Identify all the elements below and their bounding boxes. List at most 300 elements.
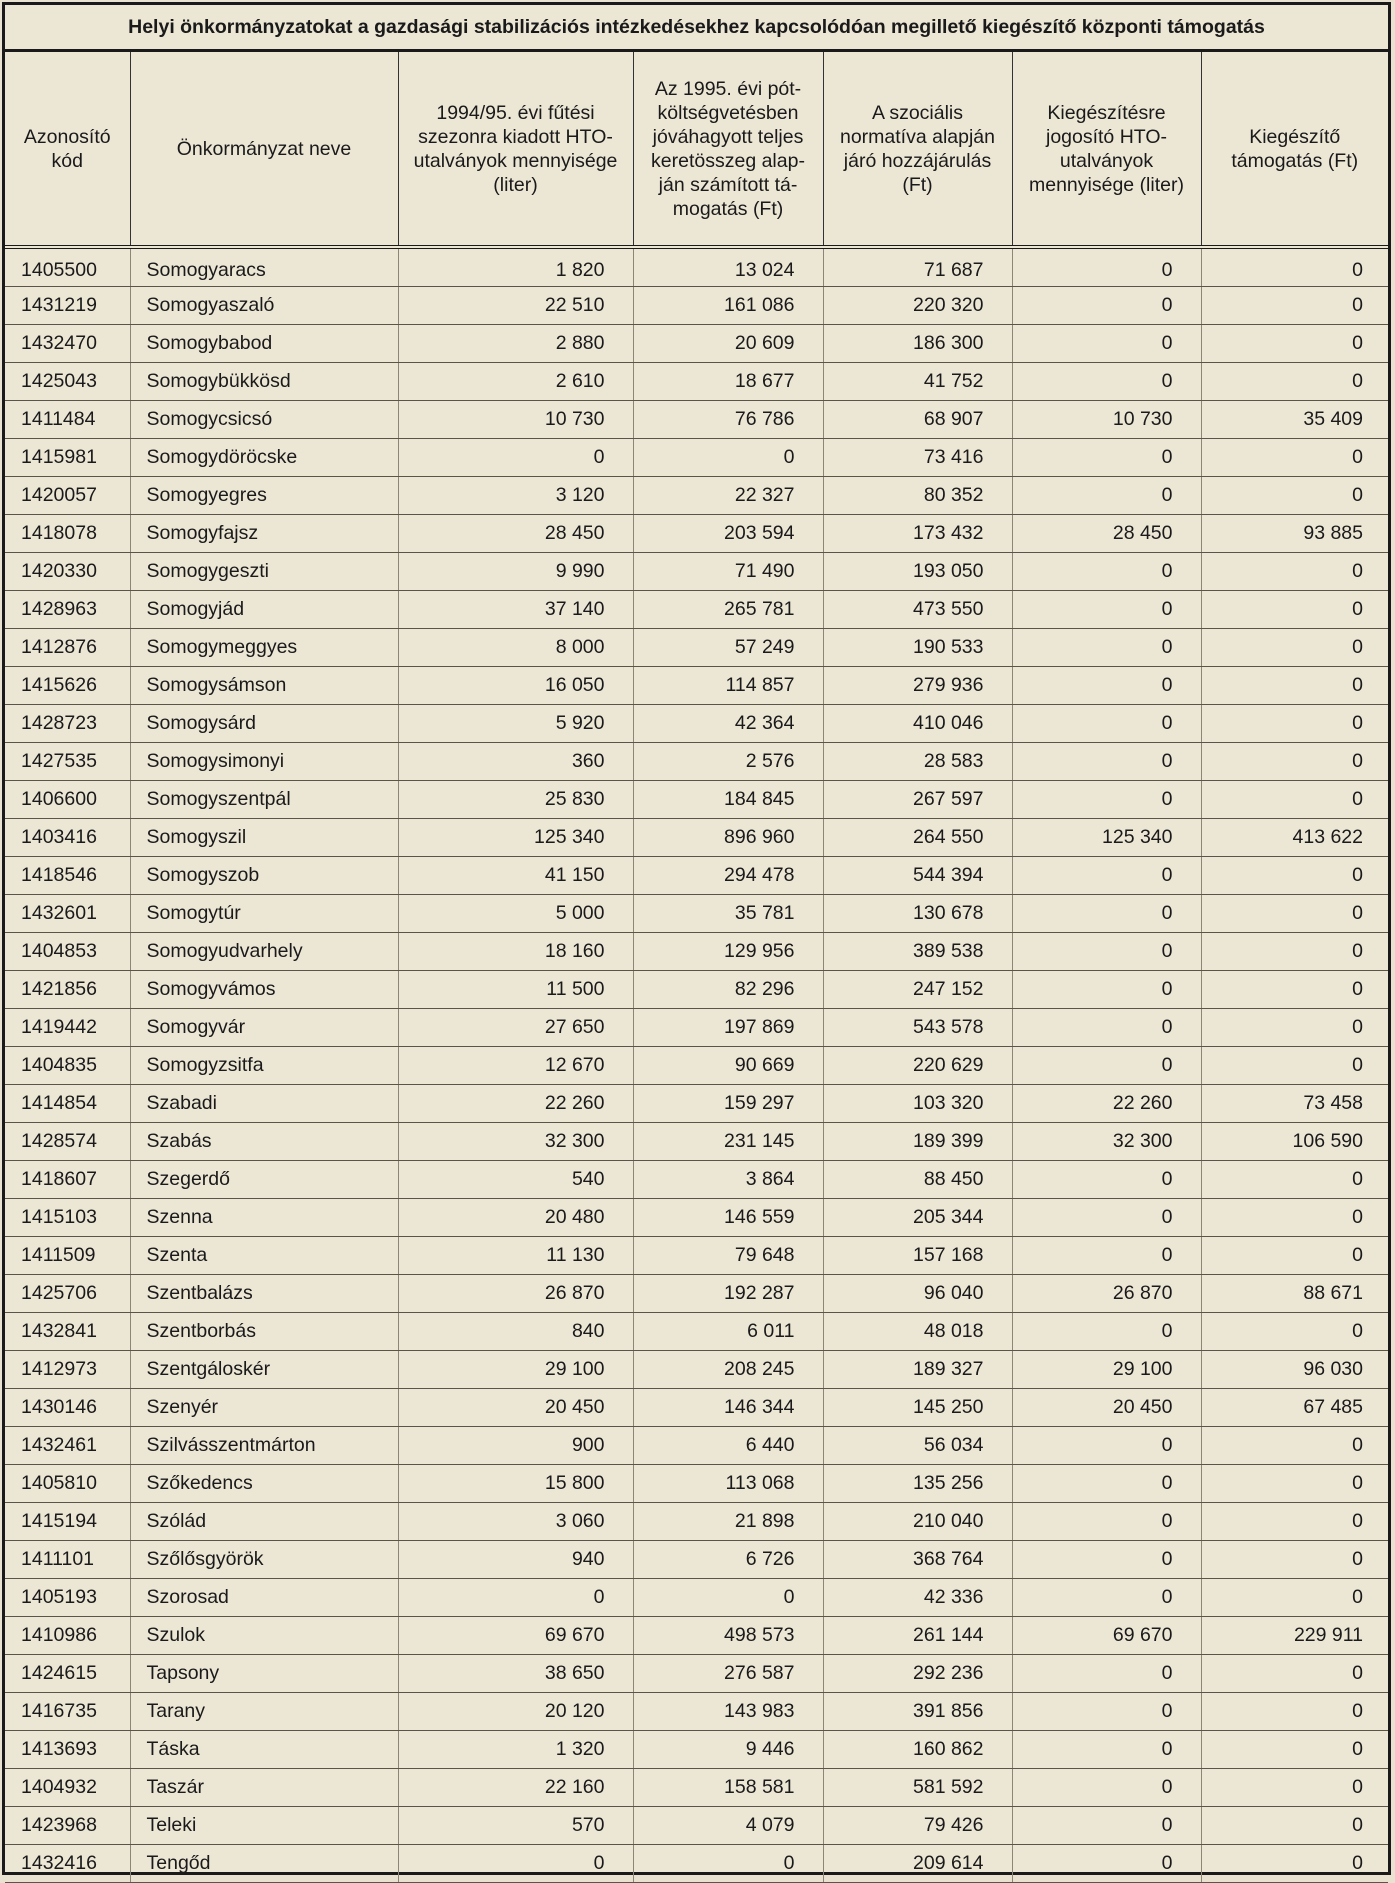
eligible-hto-cell: 0 bbox=[1012, 1465, 1201, 1503]
table-row bbox=[5, 1617, 1388, 1655]
eligible-hto-cell: 22 260 bbox=[1012, 1085, 1201, 1123]
eligible-hto-cell: 125 340 bbox=[1012, 819, 1201, 857]
supplementary-support-cell: 0 bbox=[1201, 895, 1388, 933]
social-normative-cell: 68 907 bbox=[823, 401, 1012, 439]
name-cell: Szentbalázs bbox=[130, 1275, 398, 1313]
table-row bbox=[5, 1807, 1388, 1845]
social-normative-cell: 80 352 bbox=[823, 477, 1012, 515]
table-row bbox=[5, 1237, 1388, 1275]
hto-issued-cell: 2 610 bbox=[398, 363, 633, 401]
name-cell: Tengőd bbox=[130, 1845, 398, 1883]
hto-issued-cell: 1 320 bbox=[398, 1731, 633, 1769]
hto-issued-cell: 1 820 bbox=[398, 247, 633, 287]
hto-issued-cell: 570 bbox=[398, 1807, 633, 1845]
eligible-hto-cell: 0 bbox=[1012, 591, 1201, 629]
budget-support-cell: 114 857 bbox=[633, 667, 823, 705]
name-cell: Somogyegres bbox=[130, 477, 398, 515]
budget-support-cell: 294 478 bbox=[633, 857, 823, 895]
eligible-hto-cell: 0 bbox=[1012, 247, 1201, 287]
budget-support-cell: 90 669 bbox=[633, 1047, 823, 1085]
budget-support-cell: 0 bbox=[633, 1845, 823, 1883]
social-normative-cell: 186 300 bbox=[823, 325, 1012, 363]
table-row bbox=[5, 1009, 1388, 1047]
supplementary-support-cell: 0 bbox=[1201, 1655, 1388, 1693]
eligible-hto-cell: 0 bbox=[1012, 1769, 1201, 1807]
name-cell: Szenyér bbox=[130, 1389, 398, 1427]
social-normative-cell: 73 416 bbox=[823, 439, 1012, 477]
supplementary-support-cell: 0 bbox=[1201, 1845, 1388, 1883]
name-cell: Somogyjád bbox=[130, 591, 398, 629]
code-cell: 1432470 bbox=[5, 325, 130, 363]
table-row bbox=[5, 477, 1388, 515]
hto-issued-cell: 29 100 bbox=[398, 1351, 633, 1389]
eligible-hto-cell: 0 bbox=[1012, 1009, 1201, 1047]
hto-issued-cell: 360 bbox=[398, 743, 633, 781]
supplementary-support-cell: 0 bbox=[1201, 1731, 1388, 1769]
supplementary-support-cell: 0 bbox=[1201, 781, 1388, 819]
eligible-hto-cell: 10 730 bbox=[1012, 401, 1201, 439]
code-cell: 1415626 bbox=[5, 667, 130, 705]
name-cell: Somogydöröcske bbox=[130, 439, 398, 477]
name-cell: Somogyzsitfa bbox=[130, 1047, 398, 1085]
header-row bbox=[5, 52, 1388, 247]
social-normative-cell: 210 040 bbox=[823, 1503, 1012, 1541]
hto-issued-cell: 15 800 bbox=[398, 1465, 633, 1503]
eligible-hto-cell: 0 bbox=[1012, 743, 1201, 781]
name-cell: Somogyszob bbox=[130, 857, 398, 895]
supplementary-support-cell: 0 bbox=[1201, 743, 1388, 781]
hto-issued-cell: 9 990 bbox=[398, 553, 633, 591]
budget-support-cell: 82 296 bbox=[633, 971, 823, 1009]
eligible-hto-cell: 32 300 bbox=[1012, 1123, 1201, 1161]
hto-issued-cell: 11 130 bbox=[398, 1237, 633, 1275]
supplementary-support-cell: 0 bbox=[1201, 1199, 1388, 1237]
table-row bbox=[5, 1161, 1388, 1199]
hto-issued-cell: 26 870 bbox=[398, 1275, 633, 1313]
table-row bbox=[5, 1085, 1388, 1123]
hto-issued-cell: 0 bbox=[398, 1845, 633, 1883]
budget-support-cell: 0 bbox=[633, 439, 823, 477]
budget-support-cell: 79 648 bbox=[633, 1237, 823, 1275]
hto-issued-cell: 32 300 bbox=[398, 1123, 633, 1161]
hto-issued-cell: 125 340 bbox=[398, 819, 633, 857]
eligible-hto-cell: 0 bbox=[1012, 1161, 1201, 1199]
budget-support-cell: 42 364 bbox=[633, 705, 823, 743]
table-row bbox=[5, 1199, 1388, 1237]
eligible-hto-cell: 0 bbox=[1012, 1731, 1201, 1769]
code-cell: 1423968 bbox=[5, 1807, 130, 1845]
budget-support-cell: 71 490 bbox=[633, 553, 823, 591]
code-cell: 1411509 bbox=[5, 1237, 130, 1275]
supplementary-support-cell: 93 885 bbox=[1201, 515, 1388, 553]
table-body bbox=[5, 247, 1388, 1883]
table-row bbox=[5, 895, 1388, 933]
social-normative-cell: 261 144 bbox=[823, 1617, 1012, 1655]
eligible-hto-cell: 0 bbox=[1012, 1845, 1201, 1883]
code-cell: 1420057 bbox=[5, 477, 130, 515]
code-cell: 1428723 bbox=[5, 705, 130, 743]
name-cell: Szólád bbox=[130, 1503, 398, 1541]
social-normative-cell: 543 578 bbox=[823, 1009, 1012, 1047]
social-normative-cell: 103 320 bbox=[823, 1085, 1012, 1123]
name-cell: Somogytúr bbox=[130, 895, 398, 933]
name-cell: Somogyudvarhely bbox=[130, 933, 398, 971]
column-header-social-normative: A szociális normatíva alapján járó hozzájárulás (Ft) bbox=[823, 52, 1012, 247]
social-normative-cell: 56 034 bbox=[823, 1427, 1012, 1465]
code-cell: 1419442 bbox=[5, 1009, 130, 1047]
eligible-hto-cell: 0 bbox=[1012, 1693, 1201, 1731]
supplementary-support-cell: 0 bbox=[1201, 857, 1388, 895]
hto-issued-cell: 11 500 bbox=[398, 971, 633, 1009]
social-normative-cell: 28 583 bbox=[823, 743, 1012, 781]
name-cell: Somogyszil bbox=[130, 819, 398, 857]
budget-support-cell: 21 898 bbox=[633, 1503, 823, 1541]
supplementary-support-cell: 0 bbox=[1201, 247, 1388, 287]
name-cell: Somogysámson bbox=[130, 667, 398, 705]
table-header bbox=[5, 52, 1388, 247]
eligible-hto-cell: 0 bbox=[1012, 439, 1201, 477]
eligible-hto-cell: 69 670 bbox=[1012, 1617, 1201, 1655]
hto-issued-cell: 20 120 bbox=[398, 1693, 633, 1731]
budget-support-cell: 192 287 bbox=[633, 1275, 823, 1313]
name-cell: Somogysimonyi bbox=[130, 743, 398, 781]
eligible-hto-cell: 0 bbox=[1012, 781, 1201, 819]
budget-support-cell: 159 297 bbox=[633, 1085, 823, 1123]
eligible-hto-cell: 0 bbox=[1012, 363, 1201, 401]
social-normative-cell: 42 336 bbox=[823, 1579, 1012, 1617]
social-normative-cell: 48 018 bbox=[823, 1313, 1012, 1351]
table-row bbox=[5, 439, 1388, 477]
supplementary-support-cell: 0 bbox=[1201, 1579, 1388, 1617]
eligible-hto-cell: 0 bbox=[1012, 287, 1201, 325]
name-cell: Somogysárd bbox=[130, 705, 398, 743]
hto-issued-cell: 3 120 bbox=[398, 477, 633, 515]
code-cell: 1425043 bbox=[5, 363, 130, 401]
code-cell: 1415103 bbox=[5, 1199, 130, 1237]
table-row bbox=[5, 1427, 1388, 1465]
supplementary-support-cell: 0 bbox=[1201, 477, 1388, 515]
table-row bbox=[5, 401, 1388, 439]
table-row bbox=[5, 325, 1388, 363]
code-cell: 1421856 bbox=[5, 971, 130, 1009]
hto-issued-cell: 20 480 bbox=[398, 1199, 633, 1237]
code-cell: 1432416 bbox=[5, 1845, 130, 1883]
social-normative-cell: 220 629 bbox=[823, 1047, 1012, 1085]
supplementary-support-cell: 0 bbox=[1201, 1009, 1388, 1047]
code-cell: 1405193 bbox=[5, 1579, 130, 1617]
hto-issued-cell: 37 140 bbox=[398, 591, 633, 629]
name-cell: Tarany bbox=[130, 1693, 398, 1731]
name-cell: Somogyfajsz bbox=[130, 515, 398, 553]
supplementary-support-cell: 35 409 bbox=[1201, 401, 1388, 439]
table-row bbox=[5, 1047, 1388, 1085]
social-normative-cell: 71 687 bbox=[823, 247, 1012, 287]
social-normative-cell: 410 046 bbox=[823, 705, 1012, 743]
social-normative-cell: 88 450 bbox=[823, 1161, 1012, 1199]
table-row bbox=[5, 1465, 1388, 1503]
hto-issued-cell: 18 160 bbox=[398, 933, 633, 971]
code-cell: 1428963 bbox=[5, 591, 130, 629]
code-cell: 1410986 bbox=[5, 1617, 130, 1655]
table-row bbox=[5, 629, 1388, 667]
code-cell: 1415981 bbox=[5, 439, 130, 477]
eligible-hto-cell: 26 870 bbox=[1012, 1275, 1201, 1313]
hto-issued-cell: 840 bbox=[398, 1313, 633, 1351]
social-normative-cell: 264 550 bbox=[823, 819, 1012, 857]
supplementary-support-cell: 96 030 bbox=[1201, 1351, 1388, 1389]
name-cell: Somogybükkösd bbox=[130, 363, 398, 401]
name-cell: Szentborbás bbox=[130, 1313, 398, 1351]
social-normative-cell: 96 040 bbox=[823, 1275, 1012, 1313]
hto-issued-cell: 69 670 bbox=[398, 1617, 633, 1655]
code-cell: 1416735 bbox=[5, 1693, 130, 1731]
column-header-eligible-hto: Kiegészítésre jogosító HTO-utalványok mennyisége (liter) bbox=[1012, 52, 1201, 247]
code-cell: 1432601 bbox=[5, 895, 130, 933]
budget-support-cell: 231 145 bbox=[633, 1123, 823, 1161]
supplementary-support-cell: 0 bbox=[1201, 629, 1388, 667]
budget-support-cell: 208 245 bbox=[633, 1351, 823, 1389]
social-normative-cell: 205 344 bbox=[823, 1199, 1012, 1237]
hto-issued-cell: 22 510 bbox=[398, 287, 633, 325]
budget-support-cell: 6 440 bbox=[633, 1427, 823, 1465]
budget-support-cell: 9 446 bbox=[633, 1731, 823, 1769]
eligible-hto-cell: 0 bbox=[1012, 1199, 1201, 1237]
social-normative-cell: 190 533 bbox=[823, 629, 1012, 667]
social-normative-cell: 544 394 bbox=[823, 857, 1012, 895]
supplementary-support-cell: 0 bbox=[1201, 1769, 1388, 1807]
eligible-hto-cell: 0 bbox=[1012, 933, 1201, 971]
hto-issued-cell: 10 730 bbox=[398, 401, 633, 439]
eligible-hto-cell: 20 450 bbox=[1012, 1389, 1201, 1427]
budget-support-cell: 896 960 bbox=[633, 819, 823, 857]
code-cell: 1411484 bbox=[5, 401, 130, 439]
name-cell: Somogygeszti bbox=[130, 553, 398, 591]
table-row bbox=[5, 819, 1388, 857]
hto-issued-cell: 20 450 bbox=[398, 1389, 633, 1427]
social-normative-cell: 368 764 bbox=[823, 1541, 1012, 1579]
social-normative-cell: 473 550 bbox=[823, 591, 1012, 629]
supplementary-support-cell: 0 bbox=[1201, 1541, 1388, 1579]
code-cell: 1432841 bbox=[5, 1313, 130, 1351]
social-normative-cell: 145 250 bbox=[823, 1389, 1012, 1427]
table-row bbox=[5, 1579, 1388, 1617]
column-header-supplementary-support: Kiegészítő támogatás (Ft) bbox=[1201, 52, 1388, 247]
table-row bbox=[5, 1503, 1388, 1541]
hto-issued-cell: 38 650 bbox=[398, 1655, 633, 1693]
table-row bbox=[5, 553, 1388, 591]
name-cell: Somogyaszaló bbox=[130, 287, 398, 325]
eligible-hto-cell: 0 bbox=[1012, 971, 1201, 1009]
code-cell: 1420330 bbox=[5, 553, 130, 591]
hto-issued-cell: 12 670 bbox=[398, 1047, 633, 1085]
supplementary-support-cell: 67 485 bbox=[1201, 1389, 1388, 1427]
supplementary-support-cell: 0 bbox=[1201, 1465, 1388, 1503]
table-row bbox=[5, 1845, 1388, 1883]
table-row bbox=[5, 591, 1388, 629]
budget-support-cell: 13 024 bbox=[633, 247, 823, 287]
table-row bbox=[5, 1541, 1388, 1579]
supplementary-support-cell: 229 911 bbox=[1201, 1617, 1388, 1655]
name-cell: Tapsony bbox=[130, 1655, 398, 1693]
supplementary-support-cell: 0 bbox=[1201, 1313, 1388, 1351]
table-row bbox=[5, 363, 1388, 401]
eligible-hto-cell: 0 bbox=[1012, 325, 1201, 363]
supplementary-support-cell: 0 bbox=[1201, 1807, 1388, 1845]
budget-support-cell: 35 781 bbox=[633, 895, 823, 933]
name-cell: Taszár bbox=[130, 1769, 398, 1807]
code-cell: 1405810 bbox=[5, 1465, 130, 1503]
name-cell: Somogybabod bbox=[130, 325, 398, 363]
code-cell: 1413693 bbox=[5, 1731, 130, 1769]
table-row bbox=[5, 1769, 1388, 1807]
budget-support-cell: 161 086 bbox=[633, 287, 823, 325]
hto-issued-cell: 28 450 bbox=[398, 515, 633, 553]
budget-support-cell: 6 011 bbox=[633, 1313, 823, 1351]
budget-support-cell: 57 249 bbox=[633, 629, 823, 667]
name-cell: Szorosad bbox=[130, 1579, 398, 1617]
budget-support-cell: 6 726 bbox=[633, 1541, 823, 1579]
name-cell: Szegerdő bbox=[130, 1161, 398, 1199]
social-normative-cell: 581 592 bbox=[823, 1769, 1012, 1807]
table-row bbox=[5, 1313, 1388, 1351]
code-cell: 1414854 bbox=[5, 1085, 130, 1123]
column-header-code: Azonosító kód bbox=[23, 125, 111, 172]
code-cell: 1405500 bbox=[5, 247, 130, 287]
social-normative-cell: 160 862 bbox=[823, 1731, 1012, 1769]
supplementary-support-cell: 0 bbox=[1201, 591, 1388, 629]
social-normative-cell: 220 320 bbox=[823, 287, 1012, 325]
hto-issued-cell: 5 920 bbox=[398, 705, 633, 743]
budget-support-cell: 146 344 bbox=[633, 1389, 823, 1427]
table-row bbox=[5, 971, 1388, 1009]
code-cell: 1430146 bbox=[5, 1389, 130, 1427]
name-cell: Somogyaracs bbox=[130, 247, 398, 287]
social-normative-cell: 391 856 bbox=[823, 1693, 1012, 1731]
social-normative-cell: 79 426 bbox=[823, 1807, 1012, 1845]
code-cell: 1404835 bbox=[5, 1047, 130, 1085]
budget-support-cell: 0 bbox=[633, 1579, 823, 1617]
eligible-hto-cell: 0 bbox=[1012, 1313, 1201, 1351]
supplementary-support-cell: 73 458 bbox=[1201, 1085, 1388, 1123]
name-cell: Táska bbox=[130, 1731, 398, 1769]
eligible-hto-cell: 0 bbox=[1012, 1655, 1201, 1693]
column-header-hto-issued: 1994/95. évi fűtési szezonra kiadott HTO-utalványok mennyisége (liter) bbox=[398, 52, 633, 247]
table-row bbox=[5, 247, 1388, 287]
document-sheet bbox=[2, 2, 1391, 1875]
table-row bbox=[5, 287, 1388, 325]
supplementary-support-cell: 0 bbox=[1201, 439, 1388, 477]
social-normative-cell: 41 752 bbox=[823, 363, 1012, 401]
eligible-hto-cell: 0 bbox=[1012, 857, 1201, 895]
social-normative-cell: 135 256 bbox=[823, 1465, 1012, 1503]
table-row bbox=[5, 1351, 1388, 1389]
eligible-hto-cell: 0 bbox=[1012, 553, 1201, 591]
supplementary-support-cell: 0 bbox=[1201, 1427, 1388, 1465]
name-cell: Somogyvámos bbox=[130, 971, 398, 1009]
code-cell: 1412876 bbox=[5, 629, 130, 667]
hto-issued-cell: 27 650 bbox=[398, 1009, 633, 1047]
name-cell: Szabadi bbox=[130, 1085, 398, 1123]
social-normative-cell: 189 399 bbox=[823, 1123, 1012, 1161]
eligible-hto-cell: 0 bbox=[1012, 1579, 1201, 1617]
budget-support-cell: 18 677 bbox=[633, 363, 823, 401]
supplementary-support-cell: 0 bbox=[1201, 1047, 1388, 1085]
code-cell: 1412973 bbox=[5, 1351, 130, 1389]
eligible-hto-cell: 0 bbox=[1012, 1807, 1201, 1845]
budget-support-cell: 498 573 bbox=[633, 1617, 823, 1655]
name-cell: Somogyszentpál bbox=[130, 781, 398, 819]
table-row bbox=[5, 705, 1388, 743]
hto-issued-cell: 41 150 bbox=[398, 857, 633, 895]
table-row bbox=[5, 1693, 1388, 1731]
code-cell: 1418078 bbox=[5, 515, 130, 553]
budget-support-cell: 4 079 bbox=[633, 1807, 823, 1845]
column-header-name: Önkormányzat neve bbox=[130, 52, 398, 247]
supplementary-support-cell: 0 bbox=[1201, 1503, 1388, 1541]
eligible-hto-cell: 0 bbox=[1012, 705, 1201, 743]
social-normative-cell: 279 936 bbox=[823, 667, 1012, 705]
budget-support-cell: 20 609 bbox=[633, 325, 823, 363]
supplementary-support-cell: 0 bbox=[1201, 1237, 1388, 1275]
table-row bbox=[5, 933, 1388, 971]
code-cell: 1406600 bbox=[5, 781, 130, 819]
column-header-budget-support: Az 1995. évi pót-költségvetésben jóváhagyott teljes keretösszeg alap-ján számított tá-mogatás (Ft) bbox=[633, 52, 823, 247]
supplementary-support-cell: 0 bbox=[1201, 667, 1388, 705]
table-row bbox=[5, 1655, 1388, 1693]
hto-issued-cell: 940 bbox=[398, 1541, 633, 1579]
social-normative-cell: 130 678 bbox=[823, 895, 1012, 933]
social-normative-cell: 193 050 bbox=[823, 553, 1012, 591]
supplementary-support-cell: 0 bbox=[1201, 705, 1388, 743]
code-cell: 1404932 bbox=[5, 1769, 130, 1807]
supplementary-support-cell: 0 bbox=[1201, 287, 1388, 325]
code-cell: 1428574 bbox=[5, 1123, 130, 1161]
eligible-hto-cell: 0 bbox=[1012, 1047, 1201, 1085]
code-cell: 1425706 bbox=[5, 1275, 130, 1313]
eligible-hto-cell: 0 bbox=[1012, 1237, 1201, 1275]
eligible-hto-cell: 0 bbox=[1012, 477, 1201, 515]
eligible-hto-cell: 29 100 bbox=[1012, 1351, 1201, 1389]
social-normative-cell: 389 538 bbox=[823, 933, 1012, 971]
page-title: Helyi önkormányzatokat a gazdasági stabilizációs intézkedésekhez kapcsolódóan megillető kiegészítő központi támogatás bbox=[5, 5, 1388, 52]
code-cell: 1418607 bbox=[5, 1161, 130, 1199]
name-cell: Teleki bbox=[130, 1807, 398, 1845]
code-cell: 1404853 bbox=[5, 933, 130, 971]
budget-support-cell: 129 956 bbox=[633, 933, 823, 971]
code-cell: 1424615 bbox=[5, 1655, 130, 1693]
name-cell: Szőkedencs bbox=[130, 1465, 398, 1503]
hto-issued-cell: 8 000 bbox=[398, 629, 633, 667]
social-normative-cell: 247 152 bbox=[823, 971, 1012, 1009]
hto-issued-cell: 900 bbox=[398, 1427, 633, 1465]
budget-support-cell: 197 869 bbox=[633, 1009, 823, 1047]
hto-issued-cell: 3 060 bbox=[398, 1503, 633, 1541]
name-cell: Szenna bbox=[130, 1199, 398, 1237]
budget-support-cell: 22 327 bbox=[633, 477, 823, 515]
hto-issued-cell: 25 830 bbox=[398, 781, 633, 819]
table-row bbox=[5, 1731, 1388, 1769]
eligible-hto-cell: 0 bbox=[1012, 629, 1201, 667]
hto-issued-cell: 0 bbox=[398, 1579, 633, 1617]
name-cell: Somogyvár bbox=[130, 1009, 398, 1047]
eligible-hto-cell: 28 450 bbox=[1012, 515, 1201, 553]
eligible-hto-cell: 0 bbox=[1012, 1541, 1201, 1579]
table-row bbox=[5, 857, 1388, 895]
supplementary-support-cell: 106 590 bbox=[1201, 1123, 1388, 1161]
name-cell: Szentgáloskér bbox=[130, 1351, 398, 1389]
budget-support-cell: 143 983 bbox=[633, 1693, 823, 1731]
name-cell: Szenta bbox=[130, 1237, 398, 1275]
